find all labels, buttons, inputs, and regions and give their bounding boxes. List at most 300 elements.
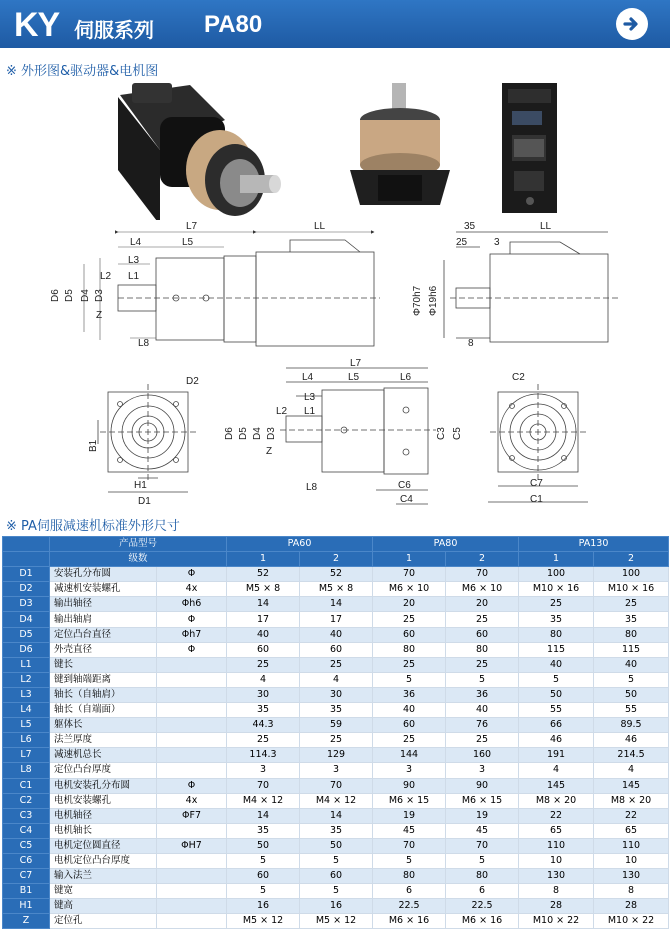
row-value: 44.3 (227, 718, 300, 733)
dim-C4: C4 (400, 494, 413, 505)
row-item: 键宽 (50, 884, 157, 899)
row-value: 80 (373, 869, 446, 884)
row-value: 46 (594, 733, 669, 748)
row-value: 8 (594, 884, 669, 899)
row-value: 4 (300, 672, 373, 687)
table-row (3, 703, 669, 718)
row-value: 144 (373, 748, 446, 763)
row-value: M5 × 8 (300, 582, 373, 597)
row-value: 60 (227, 869, 300, 884)
dim-D5-reducer: D5 (238, 427, 249, 440)
motor-with-reducer-photo (118, 83, 281, 220)
header-stage: 级数 (50, 552, 227, 567)
row-item: 电机定位圆直径 (50, 838, 157, 853)
row-code: D4 (3, 612, 50, 627)
technical-drawings (0, 220, 670, 512)
row-item: 键到轴端距离 (50, 672, 157, 687)
row-code: L3 (3, 687, 50, 702)
table-row (3, 914, 669, 929)
row-value: 60 (300, 869, 373, 884)
row-symbol: 4x (157, 793, 227, 808)
row-value: 70 (227, 778, 300, 793)
row-value: 5 (300, 884, 373, 899)
row-value: M8 × 20 (519, 793, 594, 808)
row-value: 28 (594, 899, 669, 914)
row-code: C5 (3, 838, 50, 853)
dim-D1: D1 (138, 496, 151, 507)
row-symbol: Φ (157, 612, 227, 627)
dim-25: 25 (456, 237, 468, 248)
row-value: 110 (594, 838, 669, 853)
row-value: 70 (373, 567, 446, 582)
dim-D2: D2 (186, 376, 199, 387)
dim-L2-reducer: L2 (276, 406, 288, 417)
row-value: 59 (300, 718, 373, 733)
row-value: 10 (594, 853, 669, 868)
row-value: 5 (300, 853, 373, 868)
dim-L8-reducer: L8 (306, 482, 318, 493)
spec-table (2, 536, 669, 929)
row-value: 4 (594, 763, 669, 778)
dim-H1: H1 (134, 480, 147, 491)
header-stage-2: 2 (446, 552, 519, 567)
row-value: 60 (446, 627, 519, 642)
row-value: 5 (373, 672, 446, 687)
row-value: 35 (300, 703, 373, 718)
row-value: M10 × 22 (519, 914, 594, 929)
row-value: 52 (227, 567, 300, 582)
row-value: 80 (594, 627, 669, 642)
table-row (3, 884, 669, 899)
dim-C2: C2 (512, 372, 525, 383)
dim-L2: L2 (100, 271, 112, 282)
row-value: 8 (519, 884, 594, 899)
row-value: 50 (594, 687, 669, 702)
row-value: M5 × 8 (227, 582, 300, 597)
row-symbol: Φ (157, 778, 227, 793)
header-stage-2: 2 (300, 552, 373, 567)
row-value: M4 × 12 (227, 793, 300, 808)
reducer-photo (350, 83, 450, 205)
row-value: 4 (519, 763, 594, 778)
row-value: 25 (300, 657, 373, 672)
table-row (3, 597, 669, 612)
dim-C5: C5 (452, 427, 463, 440)
row-item: 键高 (50, 899, 157, 914)
table-header-model (3, 537, 669, 552)
row-value: 16 (300, 899, 373, 914)
row-value: 145 (519, 778, 594, 793)
dim-B1: B1 (88, 439, 99, 452)
side-view-dimensions (84, 232, 374, 340)
row-value: 80 (446, 869, 519, 884)
row-value: 5 (227, 853, 300, 868)
row-value: 50 (519, 687, 594, 702)
row-item: 定位孔 (50, 914, 157, 929)
row-symbol (157, 703, 227, 718)
table-row (3, 823, 669, 838)
row-value: 52 (300, 567, 373, 582)
table-row (3, 657, 669, 672)
row-symbol (157, 687, 227, 702)
row-value: M4 × 12 (300, 793, 373, 808)
row-value: 46 (519, 733, 594, 748)
row-value: 160 (446, 748, 519, 763)
table-row (3, 763, 669, 778)
row-value: 22 (519, 808, 594, 823)
row-value: 60 (373, 718, 446, 733)
motor-side-view (444, 232, 620, 342)
row-value: 25 (446, 657, 519, 672)
row-value: M6 × 10 (446, 582, 519, 597)
row-value: 70 (373, 838, 446, 853)
row-value: 5 (519, 672, 594, 687)
row-code: L5 (3, 718, 50, 733)
row-code: L8 (3, 763, 50, 778)
header-pa60: PA60 (227, 537, 373, 552)
header-cell (3, 552, 50, 567)
row-code: D3 (3, 597, 50, 612)
row-value: 214.5 (594, 748, 669, 763)
row-value: 90 (446, 778, 519, 793)
row-value: 6 (446, 884, 519, 899)
row-value: 14 (227, 597, 300, 612)
dim-D6: D6 (50, 289, 61, 302)
dim-L8: L8 (138, 338, 150, 349)
row-value: 10 (519, 853, 594, 868)
table-row (3, 642, 669, 657)
row-value: 25 (519, 597, 594, 612)
row-code: C1 (3, 778, 50, 793)
row-code: C3 (3, 808, 50, 823)
next-page-button[interactable] (616, 8, 648, 40)
row-value: 40 (594, 657, 669, 672)
dim-L1-reducer: L1 (304, 406, 316, 417)
row-value: 60 (300, 642, 373, 657)
row-code: B1 (3, 884, 50, 899)
row-value: 145 (594, 778, 669, 793)
row-value: M6 × 16 (446, 914, 519, 929)
row-value: 40 (227, 627, 300, 642)
row-value: 3 (446, 763, 519, 778)
row-value: M10 × 22 (594, 914, 669, 929)
dim-C3: C3 (436, 427, 447, 440)
row-value: 35 (300, 823, 373, 838)
row-value: M8 × 20 (594, 793, 669, 808)
row-code: Z (3, 914, 50, 929)
dim-D6-reducer: D6 (224, 427, 235, 440)
dim-C7: C7 (530, 478, 543, 489)
row-item: 安装孔分布圆 (50, 567, 157, 582)
dim-3: 3 (494, 237, 500, 248)
row-value: 30 (227, 687, 300, 702)
row-value: 80 (373, 642, 446, 657)
row-item: 电机定位凸台厚度 (50, 853, 157, 868)
table-row (3, 718, 669, 733)
header-pa80: PA80 (373, 537, 519, 552)
row-value: 110 (519, 838, 594, 853)
row-item: 定位凸台直径 (50, 627, 157, 642)
row-value: 80 (446, 642, 519, 657)
dim-L5: L5 (182, 237, 194, 248)
table-row (3, 733, 669, 748)
table-row (3, 808, 669, 823)
row-value: 5 (446, 853, 519, 868)
row-item: 输入法兰 (50, 869, 157, 884)
dim-C1: C1 (530, 494, 543, 505)
row-symbol (157, 763, 227, 778)
row-item: 躯体长 (50, 718, 157, 733)
row-symbol: 4x (157, 582, 227, 597)
table-row (3, 899, 669, 914)
table-row (3, 627, 669, 642)
row-value: 65 (594, 823, 669, 838)
row-value: 65 (519, 823, 594, 838)
spec-table-body (3, 537, 669, 929)
row-item: 输出轴肩 (50, 612, 157, 627)
row-code: C4 (3, 823, 50, 838)
row-code: H1 (3, 899, 50, 914)
side-view-assembly (118, 240, 380, 346)
table-row (3, 567, 669, 582)
series-title: 伺服系列 (74, 18, 154, 42)
row-item: 电机轴长 (50, 823, 157, 838)
row-value: 25 (373, 612, 446, 627)
row-value: 89.5 (594, 718, 669, 733)
row-value: 40 (519, 657, 594, 672)
row-value: 25 (446, 733, 519, 748)
row-value: 14 (300, 808, 373, 823)
row-value: 76 (446, 718, 519, 733)
row-code: D1 (3, 567, 50, 582)
row-symbol (157, 657, 227, 672)
row-code: L1 (3, 657, 50, 672)
row-value: 90 (373, 778, 446, 793)
row-value: 20 (446, 597, 519, 612)
table-row (3, 748, 669, 763)
row-value: 60 (373, 627, 446, 642)
table-row (3, 793, 669, 808)
row-value: 114.3 (227, 748, 300, 763)
row-value: 5 (373, 853, 446, 868)
row-symbol (157, 853, 227, 868)
dim-Z-reducer: Z (266, 446, 273, 457)
row-code: D2 (3, 582, 50, 597)
dim-L6: L6 (400, 372, 412, 383)
row-value: 5 (227, 884, 300, 899)
row-value: 3 (300, 763, 373, 778)
row-value: 22.5 (446, 899, 519, 914)
dim-D4-reducer: D4 (252, 427, 263, 440)
row-symbol (157, 869, 227, 884)
row-code: D5 (3, 627, 50, 642)
row-value: 45 (373, 823, 446, 838)
header-pa130: PA130 (519, 537, 669, 552)
dim-C6: C6 (398, 480, 411, 491)
row-code: D6 (3, 642, 50, 657)
row-value: M6 × 10 (373, 582, 446, 597)
row-code: L4 (3, 703, 50, 718)
row-value: 19 (373, 808, 446, 823)
reducer-side-view (280, 368, 436, 504)
row-symbol: Φ (157, 567, 227, 582)
row-item: 减速机总长 (50, 748, 157, 763)
table-row (3, 687, 669, 702)
row-value: 14 (300, 597, 373, 612)
header-stage-1: 1 (519, 552, 594, 567)
row-code: C2 (3, 793, 50, 808)
header-stage-1: 1 (373, 552, 446, 567)
page-header (0, 0, 670, 48)
header-stage-1: 1 (227, 552, 300, 567)
dim-D3: D3 (94, 289, 105, 302)
row-symbol (157, 733, 227, 748)
dim-LL-motor: LL (540, 221, 552, 232)
row-symbol (157, 899, 227, 914)
table-row (3, 672, 669, 687)
row-symbol (157, 884, 227, 899)
row-symbol: Φ (157, 642, 227, 657)
row-value: 40 (300, 627, 373, 642)
row-value: M10 × 16 (519, 582, 594, 597)
row-value: 35 (227, 823, 300, 838)
dim-8: 8 (468, 338, 474, 349)
row-code: C6 (3, 853, 50, 868)
dim-D3-reducer: D3 (266, 427, 277, 440)
dim-D4: D4 (80, 289, 91, 302)
row-value: 130 (594, 869, 669, 884)
row-value: 129 (300, 748, 373, 763)
dim-L7: L7 (186, 221, 198, 232)
row-value: 80 (519, 627, 594, 642)
row-value: 4 (227, 672, 300, 687)
row-value: 19 (446, 808, 519, 823)
dim-L1: L1 (128, 271, 140, 282)
table-row (3, 838, 669, 853)
dim-L3: L3 (128, 255, 140, 266)
dim-L4: L4 (130, 237, 142, 248)
row-value: M5 × 12 (300, 914, 373, 929)
row-value: 130 (519, 869, 594, 884)
table-header-stage (3, 552, 669, 567)
row-value: 25 (446, 612, 519, 627)
row-code: L6 (3, 733, 50, 748)
row-value: M10 × 16 (594, 582, 669, 597)
row-item: 电机安装孔分布圆 (50, 778, 157, 793)
row-item: 电机轴径 (50, 808, 157, 823)
dim-L5-reducer: L5 (348, 372, 360, 383)
row-symbol (157, 748, 227, 763)
row-value: 55 (594, 703, 669, 718)
model-title: PA80 (204, 11, 263, 38)
row-value: 25 (227, 733, 300, 748)
row-value: 25 (373, 733, 446, 748)
row-value: 30 (300, 687, 373, 702)
dim-L3-reducer: L3 (304, 392, 316, 403)
dim-phi19: Φ19h6 (428, 285, 439, 316)
row-symbol: ΦH7 (157, 838, 227, 853)
row-item: 定位凸台厚度 (50, 763, 157, 778)
row-value: M5 × 12 (227, 914, 300, 929)
row-value: 100 (594, 567, 669, 582)
row-value: M6 × 16 (373, 914, 446, 929)
row-symbol (157, 718, 227, 733)
table-row (3, 612, 669, 627)
row-value: 25 (373, 657, 446, 672)
row-value: 28 (519, 899, 594, 914)
row-item: 输出轴径 (50, 597, 157, 612)
row-value: 22.5 (373, 899, 446, 914)
brand-logo: KY (14, 6, 60, 44)
row-value: 66 (519, 718, 594, 733)
row-value: 50 (300, 838, 373, 853)
header-product-model: 产品型号 (50, 537, 227, 552)
row-value: 6 (373, 884, 446, 899)
row-value: M6 × 15 (373, 793, 446, 808)
row-value: 40 (373, 703, 446, 718)
row-code: L7 (3, 748, 50, 763)
section-title-spec-table: ※ PA伺服减速机标准外形尺寸 (6, 519, 180, 534)
row-item: 外壳直径 (50, 642, 157, 657)
table-row (3, 869, 669, 884)
row-value: 70 (446, 567, 519, 582)
row-symbol: Φh7 (157, 627, 227, 642)
row-item: 轴长（自端面） (50, 703, 157, 718)
table-row (3, 582, 669, 597)
row-value: 17 (300, 612, 373, 627)
row-item: 减速机安装螺孔 (50, 582, 157, 597)
header-cell (3, 537, 50, 552)
header-stage-2: 2 (594, 552, 669, 567)
row-value: 17 (227, 612, 300, 627)
row-item: 键长 (50, 657, 157, 672)
row-value: M6 × 15 (446, 793, 519, 808)
table-row (3, 778, 669, 793)
row-value: 35 (594, 612, 669, 627)
output-flange-view (98, 384, 196, 492)
row-value: 3 (373, 763, 446, 778)
row-symbol: Φh6 (157, 597, 227, 612)
dim-L7-reducer: L7 (350, 358, 362, 369)
row-value: 35 (227, 703, 300, 718)
row-symbol: ΦF7 (157, 808, 227, 823)
row-symbol (157, 823, 227, 838)
arrow-right-circle-icon (622, 14, 642, 34)
row-value: 3 (227, 763, 300, 778)
row-value: 191 (519, 748, 594, 763)
dim-L4-reducer: L4 (302, 372, 314, 383)
row-value: 35 (519, 612, 594, 627)
row-code: C7 (3, 869, 50, 884)
row-value: 55 (519, 703, 594, 718)
row-value: 100 (519, 567, 594, 582)
row-value: 5 (446, 672, 519, 687)
row-value: 40 (446, 703, 519, 718)
dim-LL: LL (314, 221, 326, 232)
row-value: 5 (594, 672, 669, 687)
dim-Z: Z (96, 310, 103, 321)
row-value: 50 (227, 838, 300, 853)
row-value: 22 (594, 808, 669, 823)
row-value: 20 (373, 597, 446, 612)
dim-35: 35 (464, 221, 476, 232)
row-symbol (157, 914, 227, 929)
row-value: 25 (227, 657, 300, 672)
row-value: 70 (300, 778, 373, 793)
row-value: 36 (373, 687, 446, 702)
row-value: 36 (446, 687, 519, 702)
section-title-drawings: ※ 外形图&驱动器&电机图 (6, 64, 159, 79)
